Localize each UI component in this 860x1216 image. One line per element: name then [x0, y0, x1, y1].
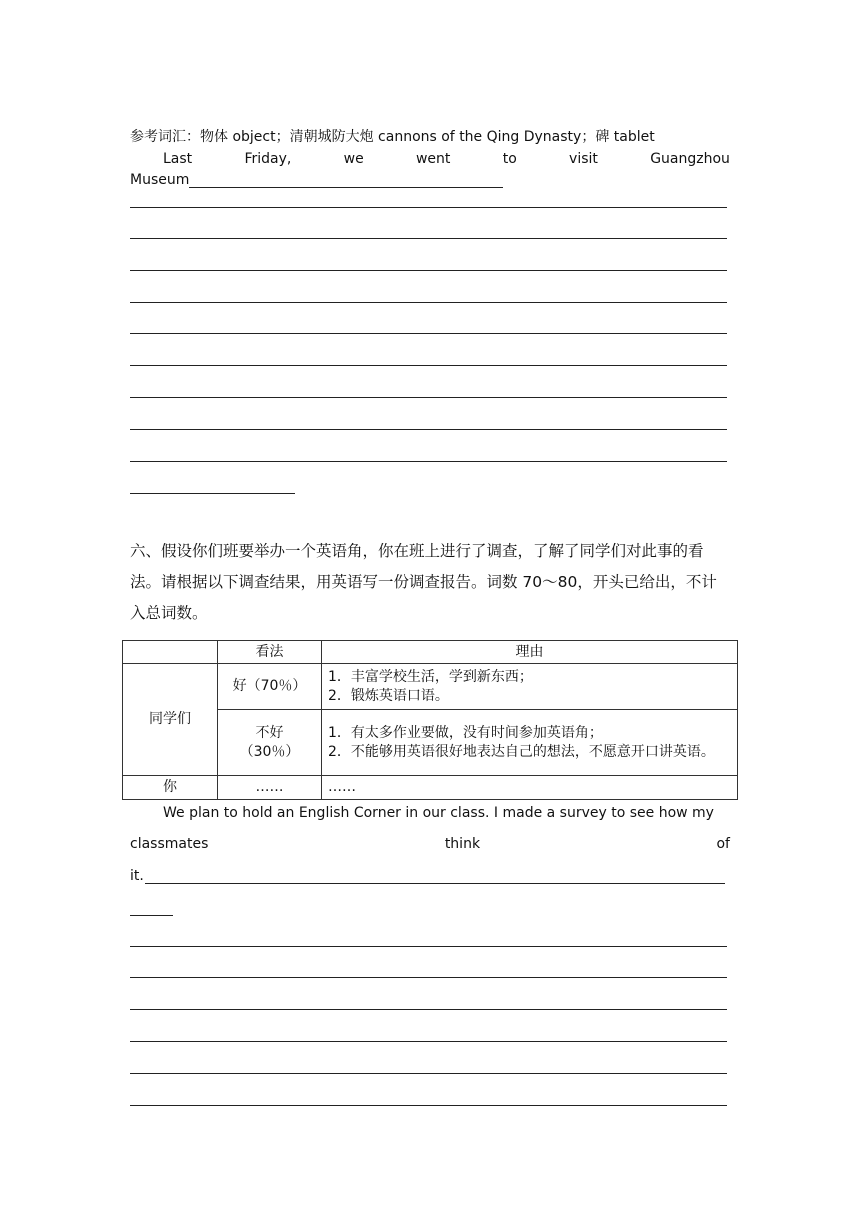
you-reason: ……	[322, 776, 738, 800]
writing-line[interactable]	[130, 302, 727, 303]
opening-word: Guangzhou	[650, 151, 730, 167]
writing-blank[interactable]	[145, 883, 725, 884]
bad-reason-2: 2．不能够用英语很好地表达自己的想法，不愿意开口讲英语。	[328, 743, 715, 760]
good-reason-2: 2．锻炼英语口语。	[328, 687, 449, 704]
opening-word: visit	[569, 151, 598, 167]
writing-line[interactable]	[130, 1041, 727, 1042]
opening-word: we	[343, 151, 364, 167]
good-opinion: 好（70％）	[218, 664, 322, 710]
bad-opinion-label: 不好	[255, 724, 284, 741]
writing-line[interactable]	[130, 238, 727, 239]
group-label: 同学们	[123, 664, 218, 776]
opening-word: classmates	[130, 836, 209, 852]
writing-line[interactable]	[130, 1073, 727, 1074]
opening-word: think	[444, 836, 481, 852]
question-6-prompt: 六、假设你们班要举办一个英语角，你在班上进行了调查，了解了同学们对此事的看法。请根据以下调查结果，用英语写一份调查报告。词数 70～80，开头已给出，不计入总词数。	[130, 542, 717, 622]
writing-line[interactable]	[130, 333, 727, 334]
reference-vocabulary: 参考词汇：物体 object；清朝城防大炮 cannons of the Qing Dynasty；碑 tablet	[130, 129, 655, 145]
writing-line[interactable]	[130, 977, 727, 978]
opening-word: Last	[163, 151, 193, 167]
writing-line-short[interactable]	[130, 915, 173, 916]
writing-line[interactable]	[130, 461, 727, 462]
header-reason: 理由	[322, 641, 738, 664]
writing-line[interactable]	[130, 397, 727, 398]
writing-blank[interactable]	[189, 187, 503, 188]
opening-word: Friday,	[244, 151, 292, 167]
you-label: 你	[123, 776, 218, 800]
bad-reason-1: 1．有太多作业要做，没有时间参加英语角；	[328, 724, 603, 741]
bad-opinion	[218, 710, 322, 776]
good-reasons	[322, 664, 738, 710]
writing-line[interactable]	[130, 946, 727, 947]
table-corner-cell	[123, 641, 218, 664]
opening-word: went	[415, 151, 451, 167]
q6-opening-line-1: We plan to hold an English Corner in our class. I made a survey to see how my	[163, 805, 714, 821]
opening-word: Museum	[130, 172, 190, 188]
writing-line[interactable]	[130, 429, 727, 430]
writing-line[interactable]	[130, 270, 727, 271]
opening-word: of	[716, 836, 730, 852]
writing-line[interactable]	[130, 1009, 727, 1010]
essay-opening-line-1	[130, 149, 730, 169]
header-opinion: 看法	[218, 641, 322, 664]
bad-reasons	[322, 710, 738, 776]
opening-word: it.	[130, 868, 144, 884]
writing-line[interactable]	[130, 1105, 727, 1106]
writing-line[interactable]	[130, 365, 727, 366]
q6-opening-line-2	[130, 834, 730, 854]
writing-line-short[interactable]	[130, 493, 295, 494]
opening-word: to	[502, 151, 517, 167]
writing-line[interactable]	[130, 207, 727, 208]
bad-opinion-percent: （30％）	[239, 743, 300, 760]
good-reason-1: 1．丰富学校生活，学到新东西；	[328, 668, 533, 685]
survey-table	[122, 640, 738, 800]
you-opinion: ……	[218, 776, 322, 800]
